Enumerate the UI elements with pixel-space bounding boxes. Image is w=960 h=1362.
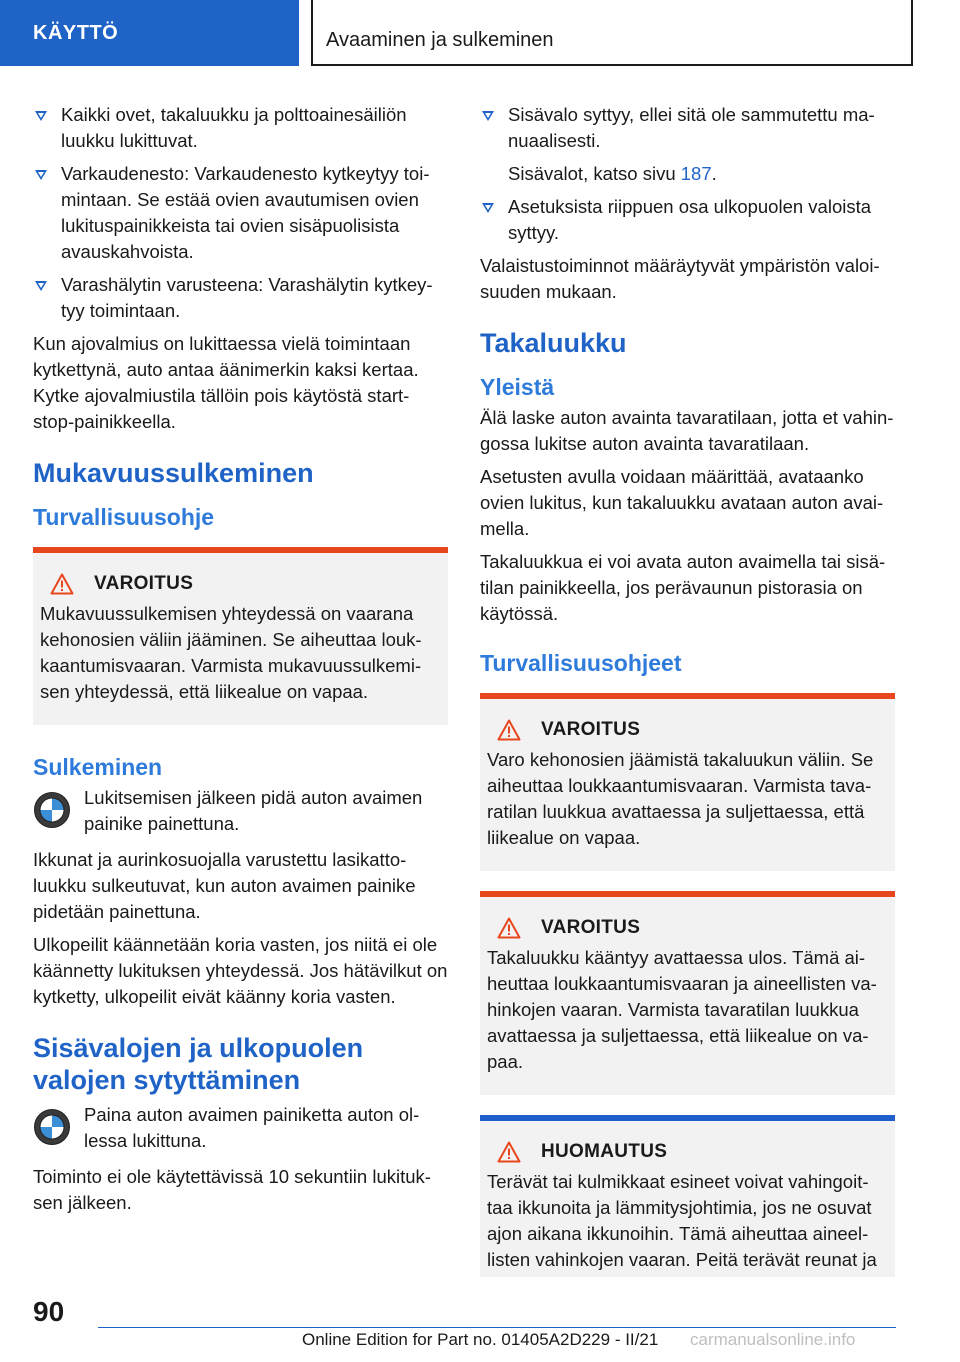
warning-box: [480, 891, 895, 1095]
page-number: 90: [33, 1296, 65, 1327]
triangle-bullet-icon: [482, 111, 494, 121]
warning-box: [480, 693, 895, 871]
page-link[interactable]: 187: [680, 163, 712, 184]
warning-text: Takaluukku kääntyy avattaessa ulos. Tämä aiheuttaa loukkaantumisvaaran ja aineellisten vahinkojen vaaran. Varmista tavaratilan luukkua avattaessa ja suljettaessa, että liikealue on vapaa.: [487, 947, 877, 1072]
heading-safety-notes: Turvallisuusohjeet: [480, 650, 682, 676]
notice-box: [480, 1115, 895, 1277]
triangle-bullet-icon: [35, 170, 47, 180]
heading-lights: Sisävalojen ja ulkopuolen valojen sytyttäminen: [33, 1033, 364, 1095]
warning-text: Varo kehonosien jäämistä takaluukun väliin. Se aiheuttaa loukkaantumisvaaran. Varmista tavaratilan luukkua avattaessa ja suljettaessa, että liikealue on vapaa.: [487, 749, 874, 848]
heading-safety-note: Turvallisuusohje: [33, 504, 215, 530]
left-column: [33, 102, 448, 1223]
chapter-title: Avaaminen ja sulkeminen: [311, 0, 913, 66]
page-header: [0, 0, 960, 66]
warning-title: VAROITUS: [541, 719, 641, 740]
warning-triangle-icon: [497, 917, 521, 939]
cross-reference: Sisävalot, katso sivu 187.: [508, 163, 717, 184]
triangle-bullet-icon: [35, 111, 47, 121]
bmw-key-icon: [33, 791, 71, 829]
heading-general: Yleistä: [480, 374, 555, 400]
paragraph: Valaistustoiminnot määräytyvät ympäristön valoisuuden mukaan.: [480, 255, 880, 302]
heading-comfort-closing: Mukavuussulkeminen: [33, 458, 314, 488]
key-instruction: Paina auton avaimen painiketta auton ollessa lukittuna.: [33, 1102, 448, 1154]
paragraph: Kun ajovalmius on lukittaessa vielä toimintaan kytkettynä, auto antaa äänimerkin kaksi kertaa. Kytke ajovalmiustila tällöin pois käytöstä start-stop-painikkeella.: [33, 333, 419, 432]
footer-divider: [98, 1327, 896, 1328]
list-item: Sisävalo syttyy, ellei sitä ole sammutettu manuaalisesti.: [480, 102, 895, 154]
warning-box: [33, 547, 448, 725]
notice-title: HUOMAUTUS: [541, 1141, 668, 1162]
list-item: Varashälytin varusteena: Varashälytin kytkeytyy toimintaan.: [33, 272, 448, 324]
right-column: [480, 102, 895, 1277]
section-tab[interactable]: KÄYTTÖ: [0, 0, 299, 66]
bmw-key-icon: [33, 1108, 71, 1146]
list-item: Kaikki ovet, takaluukku ja polttoainesäiliön luukku lukittuvat.: [33, 102, 448, 154]
key-instruction: Lukitsemisen jälkeen pidä auton avaimen painike painettuna.: [33, 785, 448, 837]
paragraph: Takaluukkua ei voi avata auton avaimella tai sisätilan painikkeella, jos perävaunun pistorasia on käytössä.: [480, 551, 886, 624]
paragraph: Ulkopeilit käännetään koria vasten, jos niitä ei ole käännetty lukituksen yhteydessä. Jos hätävilkut on kytketty, ulkopeilit eivät käänny koria vasten.: [33, 934, 448, 1007]
warning-triangle-icon: [50, 573, 74, 595]
warning-triangle-icon: [497, 719, 521, 741]
paragraph: Ikkunat ja aurinkosuojalla varustettu lasikattoluukku sulkeutuvat, kun auton avaimen painike pidetään painettuna.: [33, 849, 416, 922]
warning-title: VAROITUS: [94, 573, 194, 594]
warning-title: VAROITUS: [541, 917, 641, 938]
heading-closing: Sulkeminen: [33, 754, 163, 780]
paragraph: Asetusten avulla voidaan määrittää, avataanko ovien lukitus, kun takaluukku avataan auton avaimella.: [480, 466, 884, 539]
paragraph: Älä laske auton avainta tavaratilaan, jotta et vahingossa lukitse auton avainta tavaratilaan.: [480, 407, 894, 454]
list-item: Asetuksista riippuen osa ulkopuolen valoista syttyy.: [480, 194, 895, 246]
paragraph: Toiminto ei ole käytettävissä 10 sekuntiin lukituksen jälkeen.: [33, 1166, 431, 1213]
triangle-bullet-icon: [482, 203, 494, 213]
notice-text: Terävät tai kulmikkaat esineet voivat vahingoittaa ikkunoita ja lämmitysjohtimia, jos ne osuvat ajon aikana ikkunoihin. Tämä aiheuttaa aineellisten vahinkojen vaaran. Peitä terävät reunat ja: [487, 1171, 877, 1270]
watermark: carmanualsonline.info: [690, 1330, 856, 1349]
warning-triangle-icon: [497, 1141, 521, 1163]
warning-text: Mukavuussulkemisen yhteydessä on vaarana kehonosien väliin jääminen. Se aiheuttaa loukkaantumisvaaran. Varmista mukavuussulkemisen yhteydessä, että liikealue on vapaa.: [40, 603, 422, 702]
list-item: Varkaudenesto: Varkaudenesto kytkeytyy toimintaan. Se estää ovien avautumisen ovien lukituspainikkeista tai ovien sisäpuolisista avauskahvoista.: [33, 161, 448, 265]
footer-edition: Online Edition for Part no. 01405A2D229 - II/21: [302, 1330, 659, 1349]
heading-tailgate: Takaluukku: [480, 328, 627, 358]
triangle-bullet-icon: [35, 281, 47, 291]
